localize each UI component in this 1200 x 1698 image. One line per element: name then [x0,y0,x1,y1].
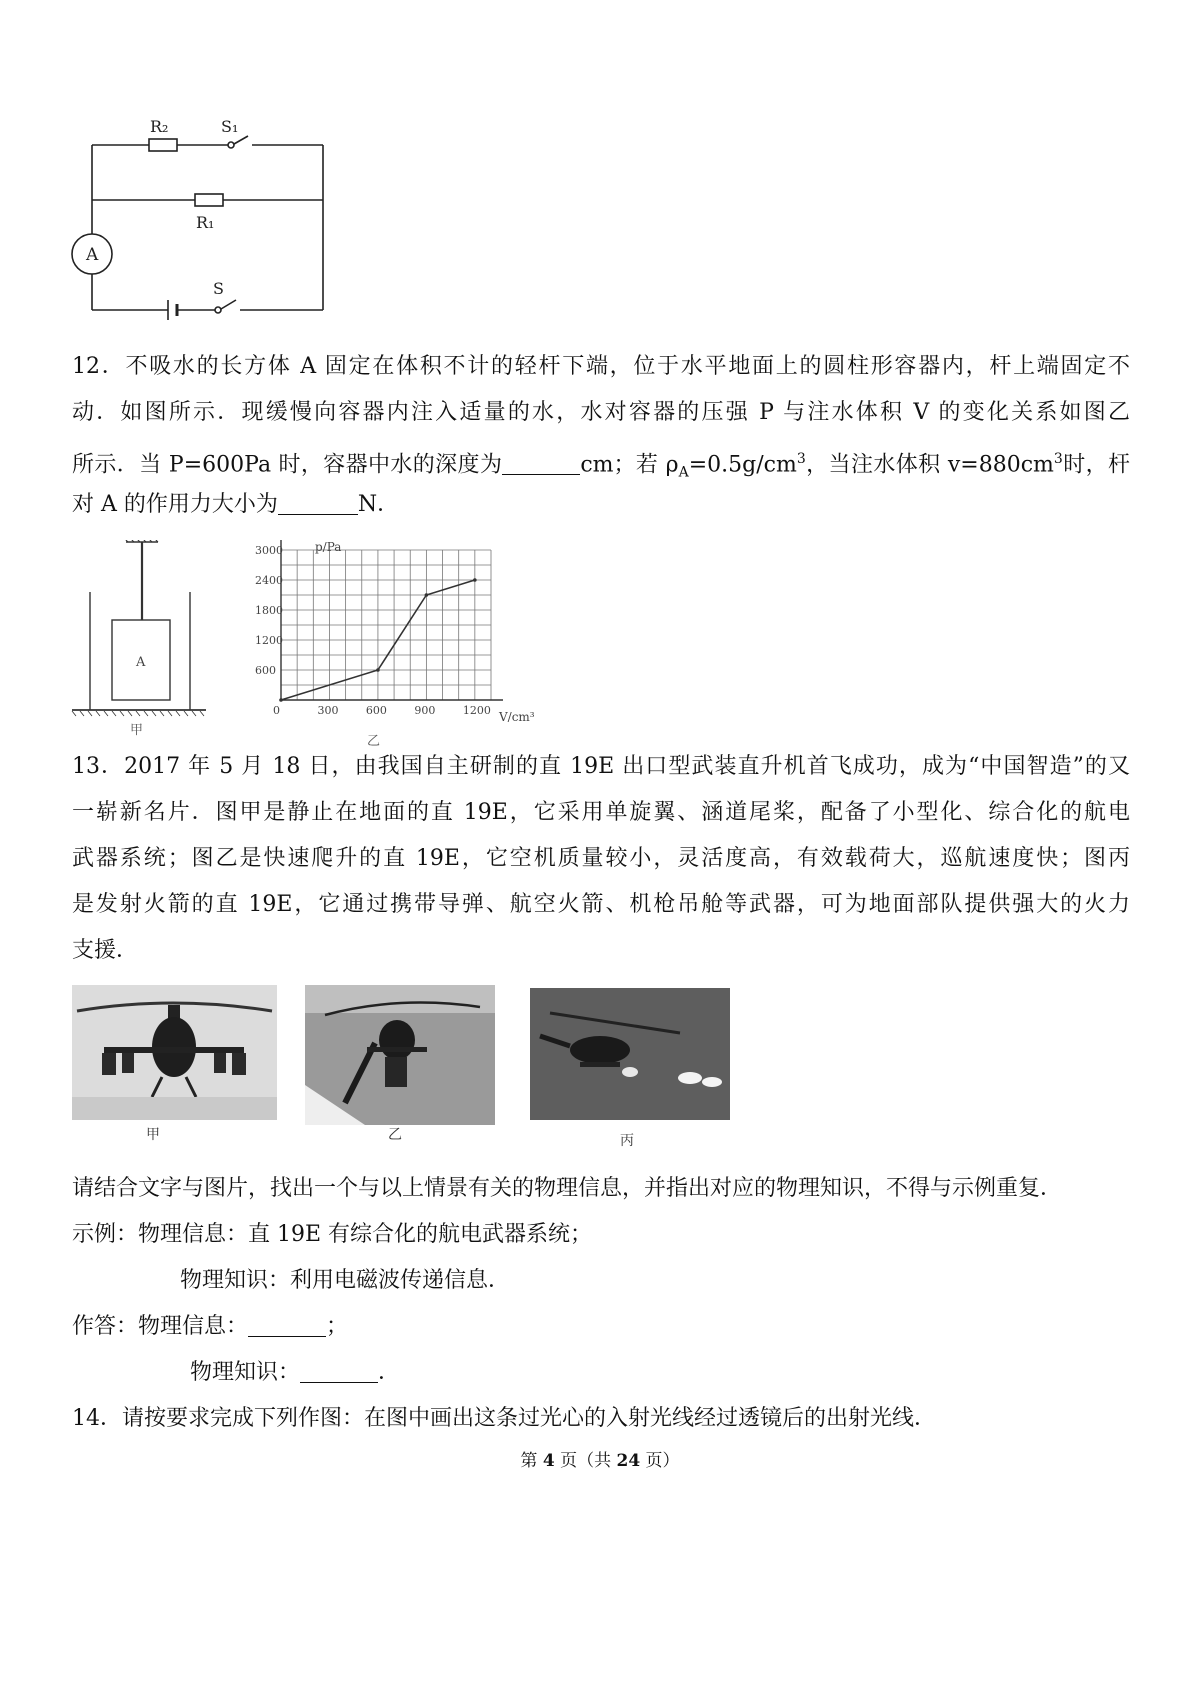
q13-example-info: 示例：物理信息：直 19E 有综合化的航电武器系统； [72,1222,593,1247]
q13-prompt: 请结合文字与图片，找出一个与以上情景有关的物理信息，并指出对应的物理知识，不得与示例重复． [72,1176,1063,1201]
data-point [279,698,283,702]
y-tick-label: 3000 [255,544,283,557]
y-tick-label: 1800 [255,604,283,617]
helicopter-firing-icon [530,988,730,1120]
q13-example-knowledge: 物理知识：利用电磁波传递信息． [180,1268,511,1293]
figure-jia-container [68,540,208,740]
photo-caption-yi: 乙 [388,1127,402,1143]
q12-line-2: 动．如图所示．现缓慢向容器内注入适量的水，水对容器的压强 P 与注水体积 V 的变化关系如图乙 [72,400,1130,425]
x-tick-label: 900 [414,704,436,717]
q12-line-1: 12．不吸水的长方体 A 固定在体积不计的轻杆下端，位于水平地面上的圆柱形容器内，杆上端固定不 [72,354,1130,379]
page-total: 24 [616,1451,641,1471]
q13-line-4: 是发射火箭的直 19E，它通过携带导弹、航空火箭、机枪吊舱等武器，可为地面部队提供强大的火力 [72,892,1130,917]
q12-blank-depth[interactable] [502,454,580,475]
q13-answer-knowledge: 物理知识： ． [190,1360,401,1385]
helicopter-photo-bing [530,988,730,1120]
pressure-volume-chart [255,535,555,750]
data-point [425,593,429,597]
photo-caption-bing: 丙 [620,1133,634,1149]
q14-line: 14．请按要求完成下列作图：在图中画出这条过光心的入射光线经过透镜后的出射光线． [72,1406,936,1431]
photo-caption-jia: 甲 [146,1127,160,1143]
q13-answer-info: 作答：物理信息： ； [72,1314,349,1339]
q13-line-3: 武器系统；图乙是快速爬升的直 19E，它空机质量较小，灵活度高，有效载荷大，巡航速度快；图丙 [72,846,1130,871]
y-tick-label: 600 [255,664,276,677]
ammeter-label: A [86,245,99,265]
q12-line-3: 所示．当 P=600Pa 时，容器中水的深度为 cm；若 $\rho_A=0.5g/cm^3$，当注水体积 $v=880cm^3$时，杆 [72,451,1130,481]
fig-jia-caption: 甲 [130,723,144,738]
resistor-r1 [195,194,223,206]
r2-label: R₂ [150,117,169,136]
q13-line-5: 支援． [72,938,139,963]
helicopter-photo-yi [305,985,495,1125]
resistor-r2 [149,139,177,151]
q13-blank-info[interactable] [248,1316,326,1337]
helicopter-photo-jia [72,985,277,1120]
data-point [376,668,380,672]
q13-line-2: 一崭新名片．图甲是静止在地面的直 19E，它采用单旋翼、涵道尾桨，配备了小型化、综合化的航电 [72,800,1130,825]
q13-line-1: 13．2017 年 5 月 18 日，由我国自主研制的直 19E 出口型武装直升机首飞成功，成为“中国智造”的又 [72,754,1130,779]
helicopter-climbing-icon [305,985,495,1125]
block-a-label: A [136,655,146,670]
x-tick-label: 0 [273,704,280,717]
x-tick-label: 1200 [462,704,491,717]
data-point [473,578,477,582]
y-tick-label: 1200 [255,634,283,647]
s-label: S [213,279,224,298]
chart-tick-labels [255,544,491,717]
s1-label: S₁ [221,117,239,136]
y-axis-label: p/Pa [315,540,342,554]
page-footer: 第 4 页（共 24 页） [520,1451,680,1471]
chart-axes [281,540,503,700]
circuit-diagram [60,110,360,340]
fig-yi-caption: 乙 [367,734,381,749]
x-tick-label: 600 [365,704,387,717]
x-axis-label: V/cm³ [499,710,535,724]
q12-line-4: 对 A 的作用力大小为 N． [72,492,400,517]
q13-blank-knowledge[interactable] [300,1362,378,1383]
helicopter-front-icon [72,985,277,1120]
page-number: 4 [542,1451,555,1471]
y-tick-label: 2400 [255,574,283,587]
x-tick-label: 300 [317,704,339,717]
r1-label: R₁ [196,213,215,232]
q12-blank-force[interactable] [278,494,358,515]
chart-grid [281,550,491,700]
